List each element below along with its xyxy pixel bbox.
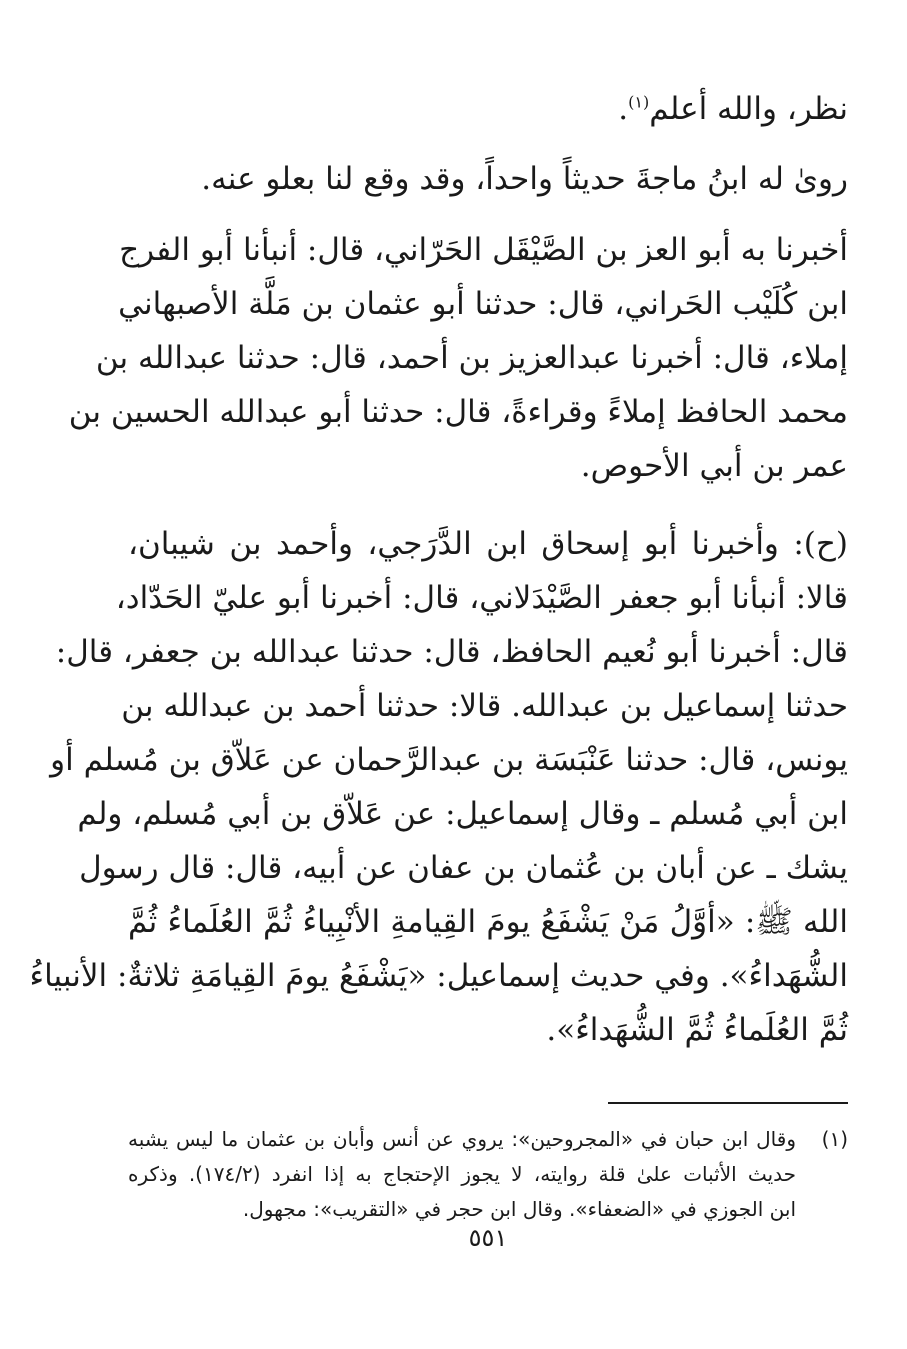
paragraph-line: ثُمَّ العُلَماءُ ثُمَّ الشُّهَداءُ». (546, 1012, 848, 1048)
footnote-body (128, 1122, 796, 1227)
footnote-line: حديث الأثبات علىٰ قلة روايته، لا يجوز الإحتجاج به إذا انفرد (١٧٤/٢). وذكره (128, 1162, 796, 1186)
footnote-line: ابن الجوزي في «الضعفاء». وقال ابن حجر في «التقريب»: مجهول. (242, 1197, 796, 1221)
paragraph-2 (128, 152, 848, 206)
paragraph-line: حدثنا إسماعيل بن عبدالله. قالا: حدثنا أحمد بن عبدالله بن (121, 688, 848, 724)
paragraph-line: يشك ـ عن أبان بن عُثمان بن عفان عن أبيه، قال: قال رسول (79, 850, 848, 886)
paragraph-line (128, 82, 848, 136)
footnote-line: وقال ابن حبان في «المجروحين»: يروي عن أنس وأبان بن عثمان ما ليس يشبه (128, 1127, 796, 1151)
paragraph-line: رویٰ له ابنُ ماجةَ حديثاً واحداً، وقد وقع لنا بعلو عنه. (201, 161, 848, 197)
paragraph-line: قال: أخبرنا أبو نُعيم الحافظ، قال: حدثنا عبدالله بن جعفر، قال: (55, 634, 848, 670)
paragraph-line: الشُّهَداءُ». وفي حديث إسماعيل: «يَشْفَعُ يومَ القِيامَةِ ثلاثةٌ: الأنبياءُ (29, 958, 848, 994)
paragraph-line: إملاء، قال: أخبرنا عبدالعزيز بن أحمد، قال: حدثنا عبدالله بن (95, 340, 848, 376)
book-page (29, 70, 848, 1320)
paragraph-1-text: نظر، والله أعلم (649, 91, 848, 127)
paragraph-line: الله ﷺ: «أوَّلُ مَنْ يَشْفَعُ يومَ القِيامةِ الأنْبِياءُ ثُمَّ العُلَماءُ ثُمَّ (128, 904, 848, 940)
footnote-number: (١) (821, 1127, 848, 1151)
page-number: ٥٥١ (468, 1224, 508, 1252)
paragraph-line: (ح): وأخبرنا أبو إسحاق ابن الدَّرَجي، وأحمد بن شيبان، (128, 526, 848, 562)
paragraph-line: يونس، قال: حدثنا عَنْبَسَة بن عبدالرَّحمان عن عَلاّق بن مُسلم أو (50, 742, 848, 778)
footnote (128, 1122, 848, 1227)
footnote-marker[interactable]: (١) (628, 92, 650, 112)
paragraph-1-end: . (618, 91, 629, 127)
paragraph-line: قالا: أنبأنا أبو جعفر الصَّيْدَلاني، قال: أخبرنا أبو عليّ الحَدّاد، (115, 580, 848, 616)
paragraph-4 (29, 517, 848, 1057)
paragraph-line: ابن أبي مُسلم ـ وقال إسماعيل: عن عَلاّق بن أبي مُسلم، ولم (77, 796, 848, 832)
paragraph-1 (128, 82, 848, 136)
paragraph-line: ابن كُلَيْب الحَراني، قال: حدثنا أبو عثمان بن مَلَّة الأصبهاني (118, 286, 848, 322)
paragraph-line: عمر بن أبي الأحوص. (580, 448, 848, 484)
paragraph-line: محمد الحافظ إملاءً وقراءةً، قال: حدثنا أبو عبدالله الحسين بن (68, 394, 848, 430)
footnote-separator (608, 1102, 848, 1104)
paragraph-3 (68, 223, 848, 493)
paragraph-line: أخبرنا به أبو العز بن الصَّيْقَل الحَرّاني، قال: أنبأنا أبو الفرج (119, 232, 848, 268)
